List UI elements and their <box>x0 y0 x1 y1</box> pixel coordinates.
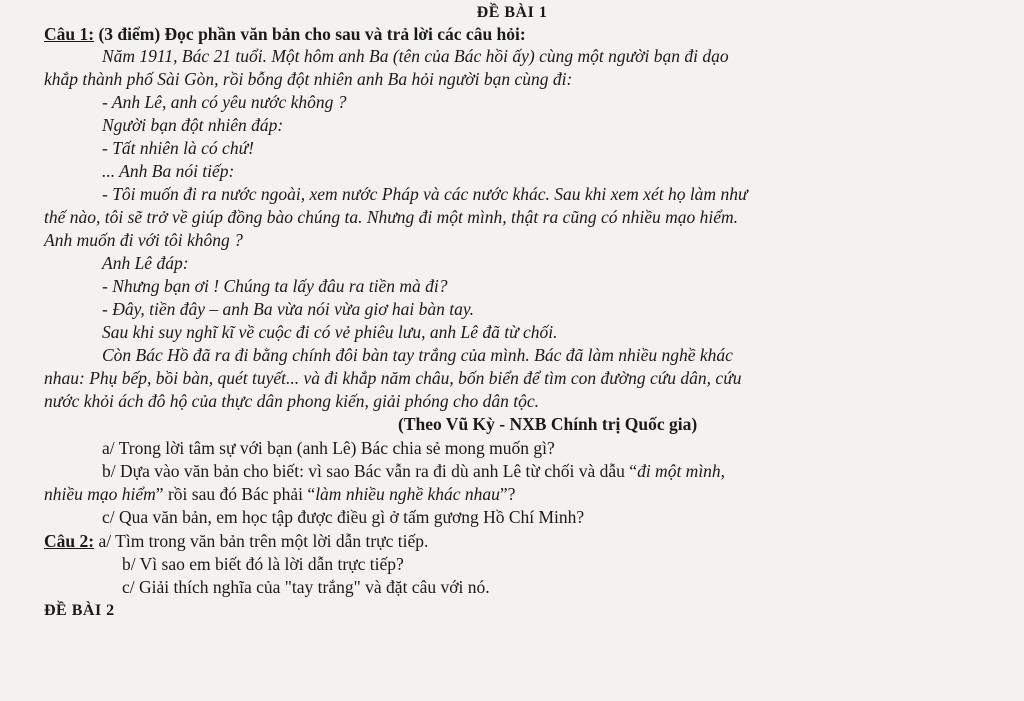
source-text: (Theo Vũ Kỳ - NXB Chính trị Quốc gia) <box>398 414 698 434</box>
question-1-number: Câu 1: <box>44 24 95 44</box>
passage-line: nhau: Phụ bếp, bồi bàn, quét tuyết... và đi khắp năm châu, bốn biển để tìm con đường cứu dân, cứu <box>44 368 742 388</box>
question-2c: c/ Giải thích nghĩa của "tay trắng" và đặt câu với nó. <box>122 577 490 597</box>
question-1b-text2: ” rồi sau đó Bác phải “ <box>155 484 316 504</box>
passage-line: Người bạn đột nhiên đáp: <box>102 115 284 135</box>
question-2-number: Câu 2: <box>44 531 95 551</box>
passage-line: thế nào, tôi sẽ trở về giúp đồng bào chúng ta. Nhưng đi một mình, thật ra cũng có nhiều mạo hiểm. <box>44 207 739 227</box>
question-1-header <box>0 23 1024 45</box>
question-1b-line1 <box>0 460 1024 482</box>
question-1b-text3: ”? <box>499 484 516 504</box>
question-1b-line2 <box>0 483 1024 505</box>
passage-line: Sau khi suy nghĩ kĩ về cuộc đi có vẻ phiêu lưu, anh Lê đã từ chối. <box>102 322 558 342</box>
next-exam-title: ĐỀ BÀI 2 <box>44 602 115 619</box>
question-1b-quote: đi một mình, <box>637 461 726 481</box>
question-1b-quote-cont: nhiều mạo hiểm <box>44 484 156 504</box>
question-2b: b/ Vì sao em biết đó là lời dẫn trực tiếp? <box>122 554 404 574</box>
passage-line: - Tôi muốn đi ra nước ngoài, xem nước Pháp và các nước khác. Sau khi xem xét họ làm như <box>102 184 748 204</box>
question-1-prompt: (3 điểm) Đọc phần văn bản cho sau và trả lời các câu hỏi: <box>94 24 526 44</box>
passage-line: khắp thành phố Sài Gòn, rồi bỗng đột nhiên anh Ba hỏi người bạn cùng đi: <box>44 69 573 89</box>
question-1b-text: b/ Dựa vào văn bản cho biết: vì sao Bác vẫn ra đi dù anh Lê từ chối và dẫu “ <box>102 461 638 481</box>
passage-line: Anh muốn đi với tôi không ? <box>44 230 243 250</box>
passage-line: nước khỏi ách đô hộ của thực dân phong kiến, giải phóng cho dân tộc. <box>44 391 540 411</box>
exam-title: ĐỀ BÀI 1 <box>476 4 548 21</box>
passage-line: - Nhưng bạn ơi ! Chúng ta lấy đâu ra tiền mà đi? <box>102 276 448 296</box>
question-1c: c/ Qua văn bản, em học tập được điều gì ở tấm gương Hồ Chí Minh? <box>102 507 585 527</box>
passage-line: - Tất nhiên là có chứ! <box>102 138 254 158</box>
question-1a: a/ Trong lời tâm sự với bạn (anh Lê) Bác chia sẻ mong muốn gì? <box>102 438 555 458</box>
question-2-header <box>0 530 1024 552</box>
passage-line: Còn Bác Hồ đã ra đi bằng chính đôi bàn tay trắng của mình. Bác đã làm nhiều nghề khác <box>102 345 733 365</box>
passage-line: - Đây, tiền đây – anh Ba vừa nói vừa giơ hai bàn tay. <box>102 299 475 319</box>
passage-line: Năm 1911, Bác 21 tuổi. Một hôm anh Ba (tên của Bác hồi ấy) cùng một người bạn đi dạo <box>102 46 729 66</box>
question-1b-quote2: làm nhiều nghề khác nhau <box>315 484 500 504</box>
passage-line: - Anh Lê, anh có yêu nước không ? <box>102 92 347 112</box>
question-2a: a/ Tìm trong văn bản trên một lời dẫn trực tiếp. <box>94 531 429 551</box>
passage-line: ... Anh Ba nói tiếp: <box>102 161 235 181</box>
passage-source <box>0 413 1024 435</box>
passage-line: Anh Lê đáp: <box>102 253 189 273</box>
